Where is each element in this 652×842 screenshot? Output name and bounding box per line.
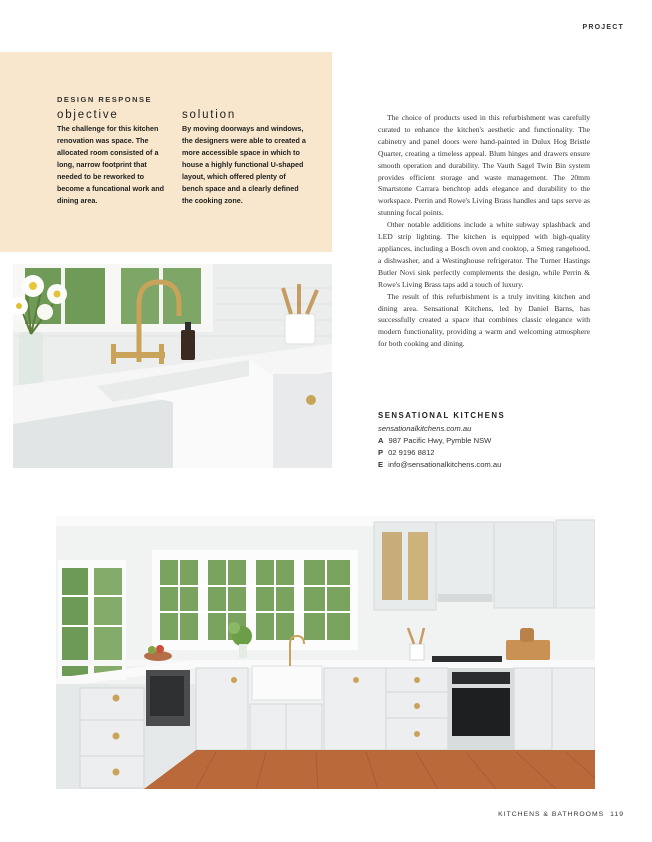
article-paragraph: Other notable additions include a white subway splashback and LED strip lighting. The kitchen is equipped with high-quality appliances, including a Bosch oven and cooktop, a Smeg rangehood, a dishwasher, and a Westinghouse refrigerator. The Turner Hastings Butler Novi sink perfectly complements the design, while Perrin & Rowe's Living Brass taps add a touch of luxury. (378, 220, 590, 289)
article-paragraph: The choice of products used in this refurbishment was carefully curated to enhance the kitchen's aesthetic and functionality. The cabinetry and panel doors were hand-painted in Dulux Hog Bristle Quarter, creating a timeless appeal. Blum hinges and drawers ensure smooth operation and durability. The Vauth Sagel Twin Bin system provides efficient storage and waste management. The 20mm Smartstone Carrara benchtop adds elegance and durability to the workspace. Perrin and Rowe's Living Brass handles and taps serve as stunning focal points. (378, 113, 590, 218)
company-name: SENSATIONAL KITCHENS (378, 411, 506, 420)
solution-text: By moving doorways and windows, the designers were able to created a more accessible space in which to house a highly functional U-shaped layout, which offered plenty of bench space and a clearly defined the cooking zone. (182, 124, 306, 205)
phone-label: P (378, 448, 384, 457)
email-value[interactable]: info@sensationalkitchens.com.au (388, 460, 502, 469)
objective-text: The challenge for this kitchen renovation was space. The allocated room consisted of a long, narrow footprint that needed to be reworked to become a funcational work and dining area. (57, 124, 165, 205)
email-label: E (378, 460, 384, 469)
email-line (378, 459, 608, 471)
page-footer (498, 811, 624, 818)
page-number: 119 (610, 811, 624, 818)
section-tag: PROJECT (582, 24, 624, 31)
address-line (378, 435, 608, 447)
kitchen-photo (56, 516, 595, 789)
address-value: 987 Pacific Hwy, Pymble NSW (388, 436, 492, 445)
article-paragraph: The result of this refurbishment is a truly inviting kitchen and dining area. Sensational Kitchens, led by Daniel Barns, has successfully created a space that combines classic elegance with modern functionality, providing a warm and welcoming atmosphere for both cooking and dining. (378, 291, 590, 349)
website-link[interactable]: sensationalkitchens.com.au (378, 424, 472, 433)
phone-line (378, 447, 608, 459)
contact-block (378, 411, 608, 471)
phone-value[interactable]: 02 9196 8812 (388, 448, 435, 457)
design-response-title: DESIGN RESPONSE (57, 95, 153, 104)
address-label: A (378, 436, 384, 445)
solution-heading: solution (182, 109, 237, 121)
magazine-name: KITCHENS & BATHROOMS (498, 811, 605, 818)
objective-heading: objective (57, 109, 119, 121)
sink-photo (13, 264, 332, 468)
article-body (378, 112, 590, 350)
